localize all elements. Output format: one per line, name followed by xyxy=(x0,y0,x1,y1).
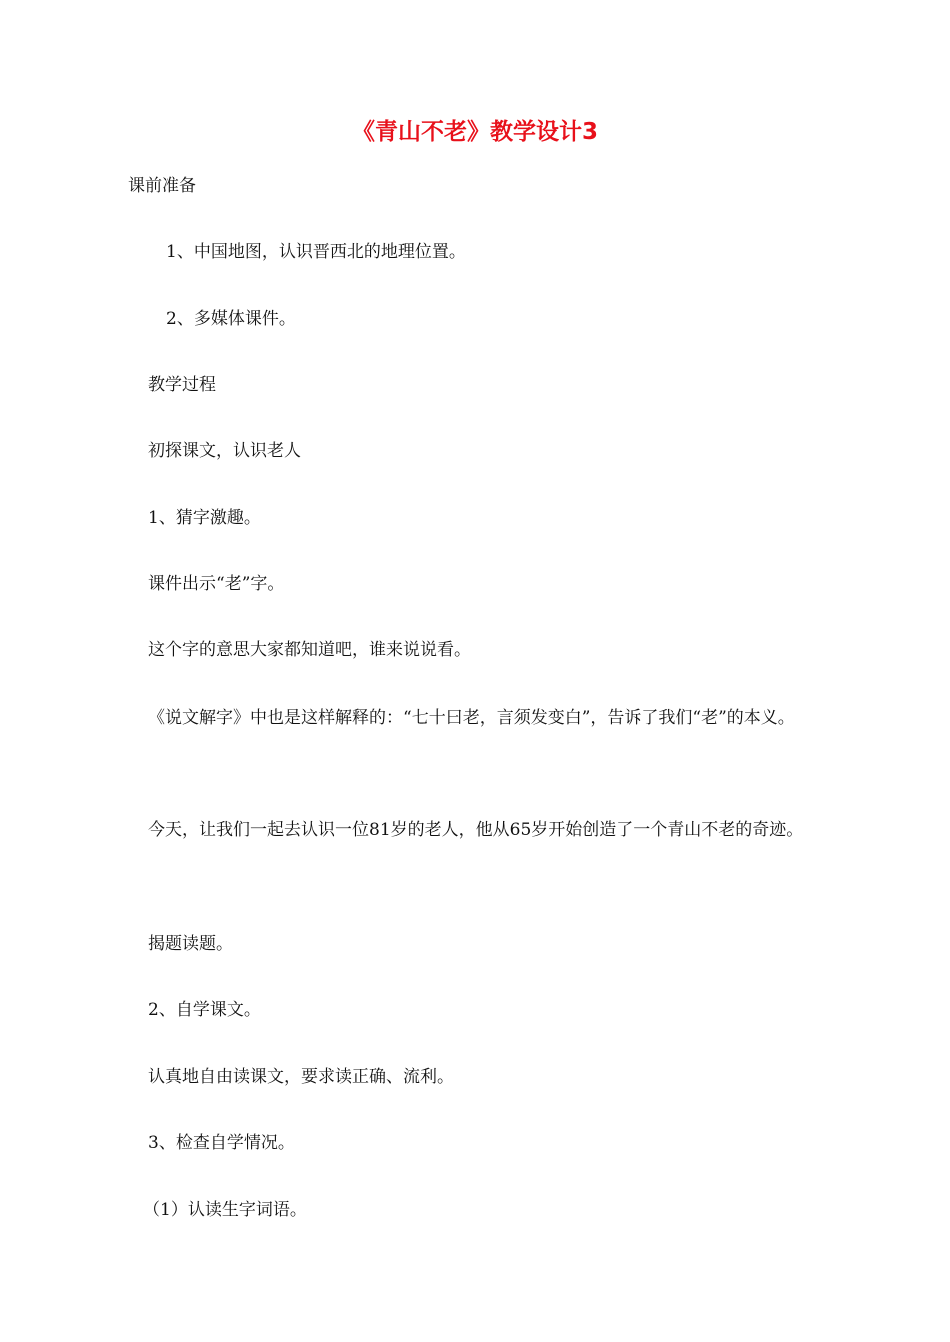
document-title: 《青山不老》教学设计3 xyxy=(351,119,598,145)
paragraph-introduction: 今天，让我们一起去认识一位81岁的老人，他从65岁开始创造了一个青山不老的奇迹。 xyxy=(148,820,804,840)
sub-item-read-words: （1）认读生字词语。 xyxy=(143,1200,307,1220)
subsection-heading: 初探课文，认识老人 xyxy=(148,441,301,461)
text-line: 揭题读题。 xyxy=(148,934,233,954)
step-guess-character: 1、猜字激趣。 xyxy=(148,508,261,528)
text-line: 课件出示“老”字。 xyxy=(148,574,285,594)
section-heading-process: 教学过程 xyxy=(148,375,216,395)
step-check-study: 3、检查自学情况。 xyxy=(148,1133,295,1153)
list-item-map: 1、中国地图，认识晋西北的地理位置。 xyxy=(166,242,466,262)
list-item-courseware: 2、多媒体课件。 xyxy=(166,309,296,329)
section-heading-preparation: 课前准备 xyxy=(128,176,196,196)
text-line: 这个字的意思大家都知道吧，谁来说说看。 xyxy=(148,640,471,660)
text-line: 认真地自由读课文，要求读正确、流利。 xyxy=(148,1067,454,1087)
step-self-study: 2、自学课文。 xyxy=(148,1000,261,1020)
paragraph-shuowen: 《说文解字》中也是这样解释的：“七十曰老，言须发变白”，告诉了我们“老”的本义。 xyxy=(148,708,795,728)
